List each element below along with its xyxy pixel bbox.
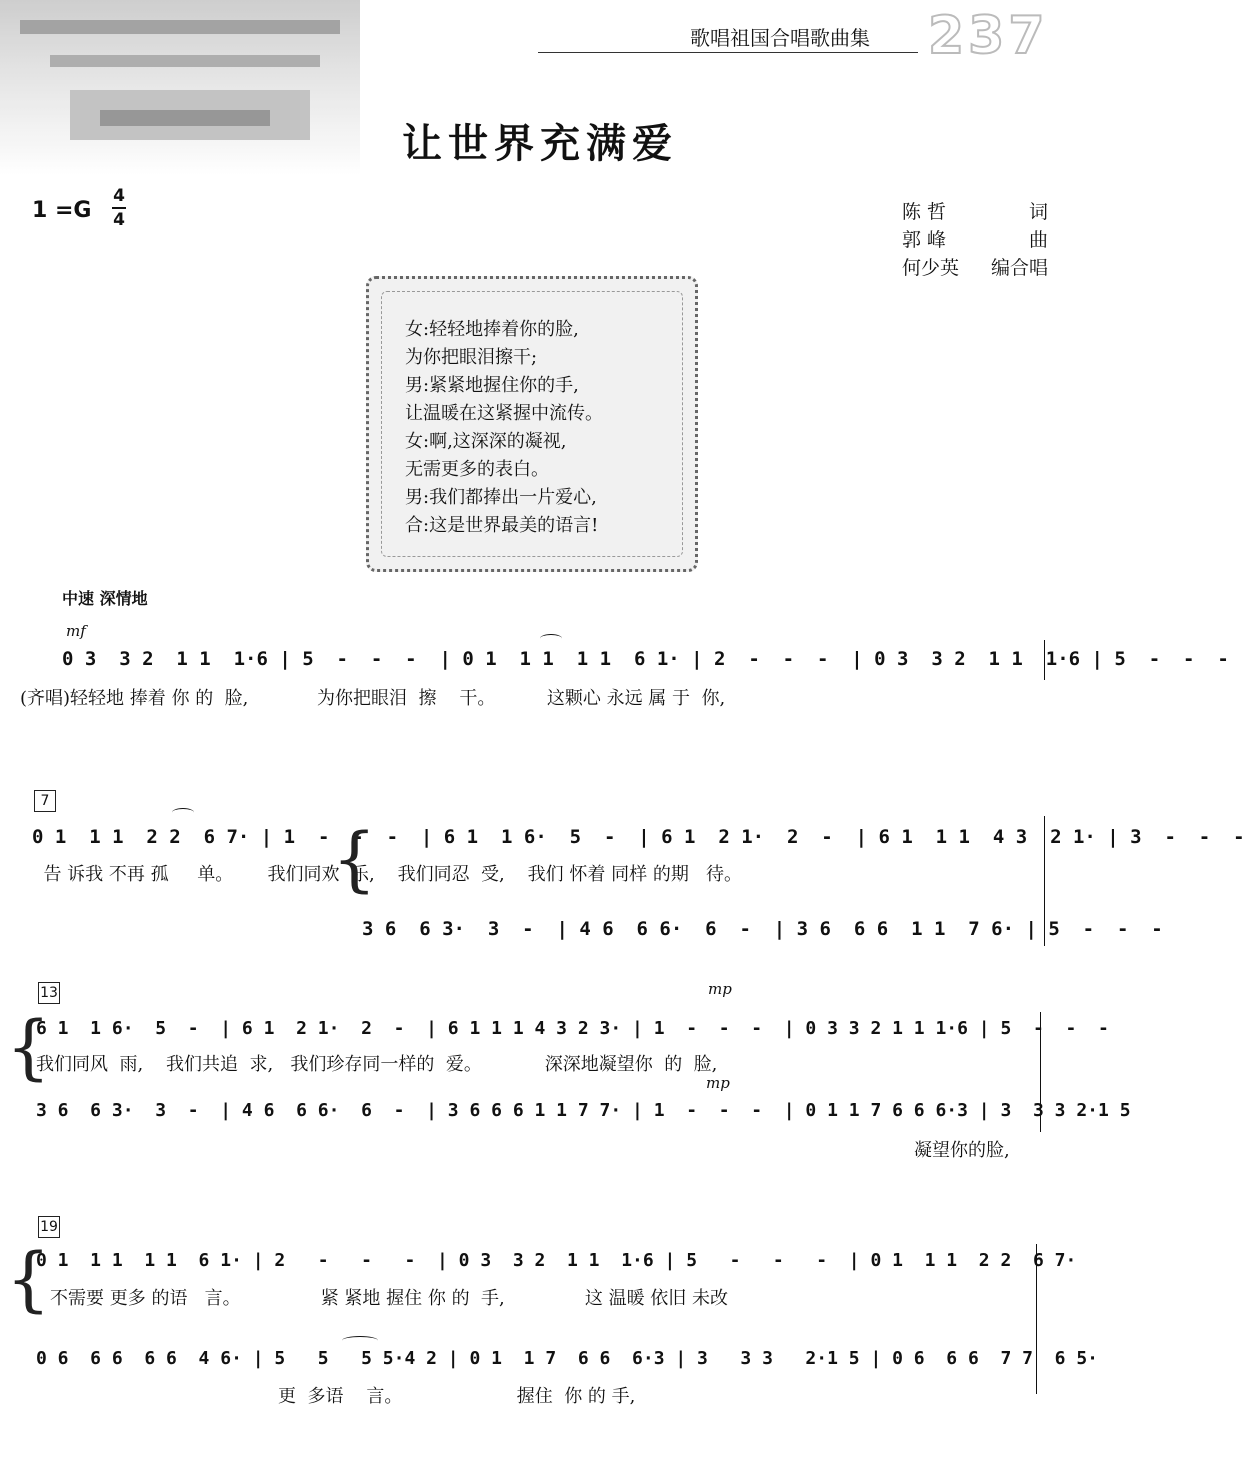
- credit-lyricist: 陈 哲 词: [902, 201, 1048, 223]
- credit-arranger: 何少英 编合唱: [902, 257, 1048, 279]
- lyric-box-line: 女:啊,这深深的凝视,: [405, 431, 567, 452]
- staff-brace: {: [6, 1006, 51, 1088]
- staff-brace: {: [332, 818, 377, 900]
- system4-upper-notes: 0 1 1 1 1 1 6 1· | 2 - - - | 0 3 3 2 1 1 1·6 | 5 - - - | 0 1 1 1 2 2 6 7·: [36, 1250, 1077, 1271]
- header-rule: [538, 52, 918, 53]
- measure-number: 13: [38, 982, 60, 1004]
- time-signature-top: 4: [113, 186, 125, 206]
- staff-brace: {: [6, 1238, 51, 1320]
- time-signature: [112, 186, 126, 230]
- system3-lower-lyrics: 凝望你的脸,: [914, 1140, 1010, 1161]
- credits: [902, 198, 1048, 282]
- time-signature-bottom: 4: [113, 210, 125, 230]
- barline: [1044, 640, 1045, 680]
- system2-upper-lyrics: 告 诉我 不再 孤 单。 我们同欢 乐, 我们同忍 受, 我们 怀着 同样 的期 待。: [32, 864, 742, 885]
- banner-roof: [20, 20, 340, 34]
- system3-upper-notes: 6 1 1 6· 5 - | 6 1 2 1· 2 - | 6 1 1 1 4 3 2 3· | 1 - - - | 0 3 3 2 1 1 1·6 | 5 - - -: [36, 1018, 1109, 1039]
- slur: [540, 634, 562, 643]
- lyric-box: [366, 276, 698, 572]
- dynamic-mp: mp: [708, 980, 732, 998]
- slur: [342, 1336, 378, 1345]
- measure-number: 7: [34, 790, 56, 812]
- lyric-box-line: 男:我们都捧出一片爱心,: [405, 487, 597, 508]
- system4-lower-lyrics: 更 多语 言。 握住 你 的 手,: [278, 1386, 636, 1407]
- lyric-box-line: 女:轻轻地捧着你的脸,: [405, 319, 579, 340]
- book-title: 歌唱祖国合唱歌曲集: [690, 26, 870, 50]
- system4-lower-notes: 0 6 6 6 6 6 4 6· | 5 5 5 5·4 2 | 0 1 1 7 6 6 6·3 | 3 3 3 2·1 5 | 0 6 6 6 7 7 6 5·: [36, 1348, 1099, 1369]
- banner-roof-lower: [50, 55, 320, 67]
- barline: [1036, 1244, 1037, 1394]
- lyric-box-line: 为你把眼泪擦干;: [405, 347, 538, 368]
- lyric-box-line: 男:紧紧地握住你的手,: [405, 375, 579, 396]
- credit-composer: 郭 峰 曲: [902, 229, 1048, 251]
- system2-upper-notes: 0 1 1 1 2 2 6 7· | 1 - - - | 6 1 1 6· 5 - | 6 1 2 1· 2 - | 6 1 1 1 4 3 2 1· | 3 - - -: [32, 826, 1245, 848]
- system2-lower-notes: 3 6 6 3· 3 - | 4 6 6 6· 6 - | 3 6 6 6 1 1 7 6· | 5 - - -: [362, 918, 1163, 940]
- measure-number: 19: [38, 1216, 60, 1238]
- song-title: 让世界充满爱: [402, 120, 678, 167]
- dynamic-mp: mp: [706, 1074, 730, 1092]
- system1-lyrics: (齐唱)轻轻地 捧着 你 的 脸, 为你把眼泪 擦 干。 这颗心 永远 属 于 你,: [20, 688, 726, 709]
- tempo-marking: 中速 深情地: [62, 589, 148, 608]
- barline: [1040, 1012, 1041, 1132]
- lyric-box-line: 无需更多的表白。: [405, 459, 549, 480]
- system1-notes: 0 3 3 2 1 1 1·6 | 5 - - - | 0 1 1 1 1 1 6 1· | 2 - - - | 0 3 3 2 1 1 1·6 | 5 - - -: [62, 648, 1229, 670]
- lyric-box-line: 合:这是世界最美的语言!: [405, 515, 599, 536]
- slur: [172, 808, 194, 817]
- lyric-box-line: 让温暖在这紧握中流传。: [405, 403, 603, 424]
- page-number: 237: [928, 6, 1049, 66]
- system3-lower-notes: 3 6 6 3· 3 - | 4 6 6 6· 6 - | 3 6 6 6 1 1 7 7· | 1 - - - | 0 1 1 7 6 6 6·3 | 3 3 3 2·1 5: [36, 1100, 1131, 1121]
- system3-upper-lyrics: 我们同风 雨, 我们共追 求, 我们珍存同一样的 爱。 深深地凝望你 的 脸,: [36, 1054, 718, 1075]
- barline: [1044, 816, 1045, 946]
- dynamic-mf: mf: [66, 622, 86, 640]
- key-signature: 1 =G: [32, 198, 92, 223]
- system4-upper-lyrics: 不需要 更多 的语 言。 紧 紧地 握住 你 的 手, 这 温暖 依旧 未改: [50, 1288, 729, 1309]
